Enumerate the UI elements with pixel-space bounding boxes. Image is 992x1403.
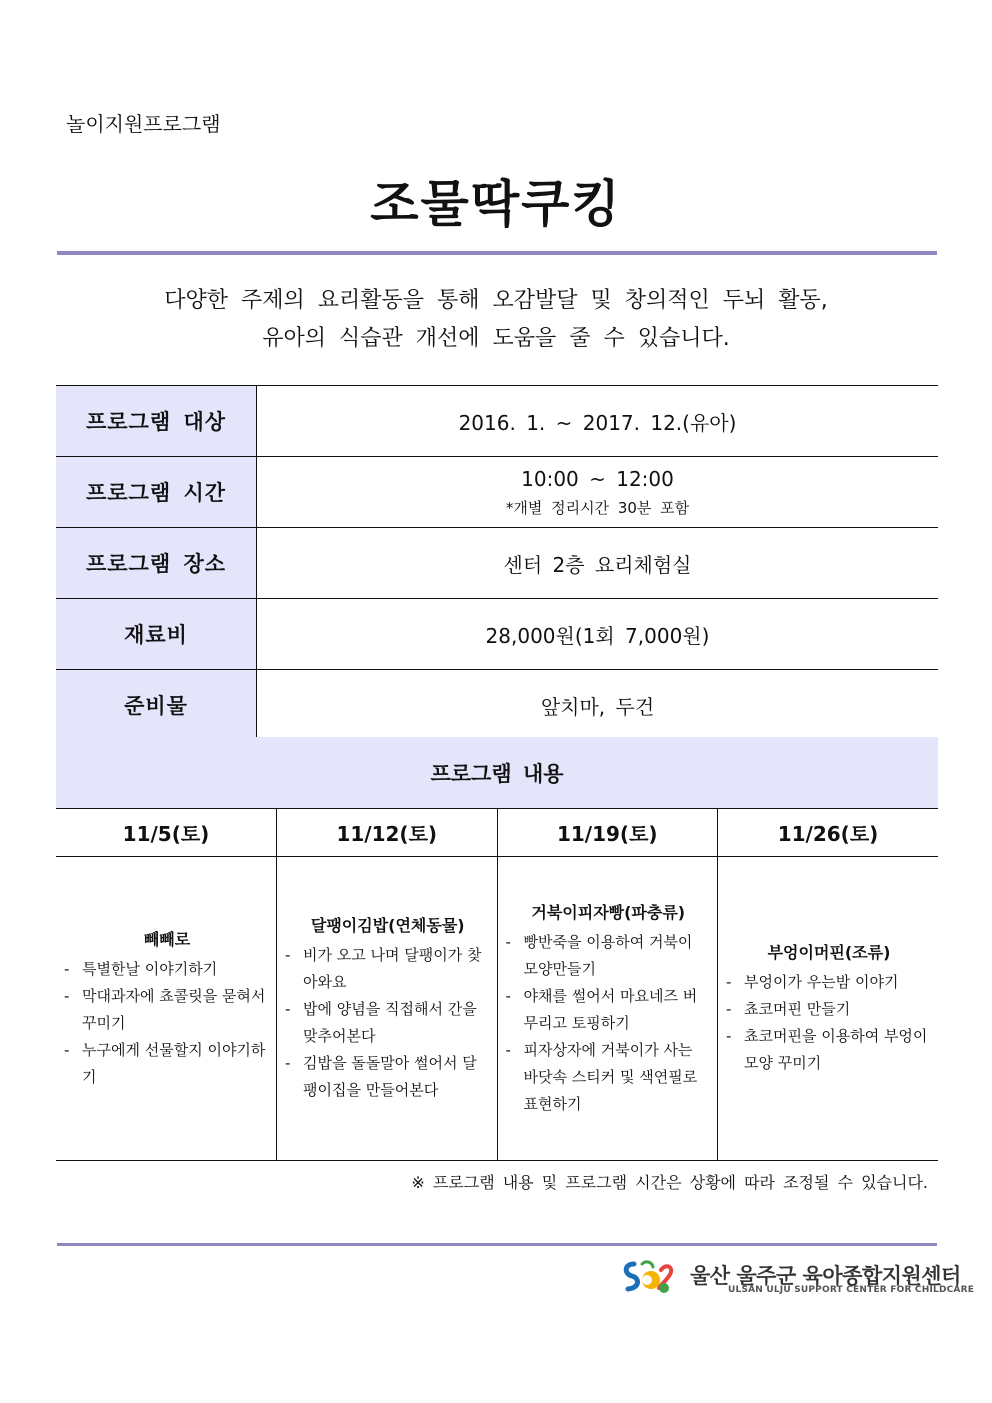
time-note: *개별 정리시간 30분 포함 <box>505 498 690 517</box>
bottom-divider <box>57 1243 937 1246</box>
fee-label: 재료비 <box>56 599 257 670</box>
session-activities <box>64 956 270 1091</box>
fee-value: 28,000원(1회 7,000원) <box>257 599 939 670</box>
place-value: 센터 2층 요리체험실 <box>257 528 939 599</box>
activity-item: - 막대과자에 쵸콜릿을 묻혀서 꾸미기 <box>64 983 270 1037</box>
schedule-table <box>56 808 938 1161</box>
target-value: 2016. 1. ~ 2017. 12.(유아) <box>257 386 939 457</box>
intro-text <box>0 282 992 358</box>
activity-item: - 부엉이가 우는밤 이야기 <box>726 969 932 996</box>
schedule-note: ※ 프로그램 내용 및 프로그램 시간은 상황에 따라 조정될 수 있습니다. <box>411 1173 928 1192</box>
activity-item: - 쵸코머핀 만들기 <box>726 996 932 1023</box>
time-label: 프로그램 시간 <box>56 457 257 528</box>
session-date: 11/5(토) <box>56 808 277 857</box>
session-cell <box>497 857 718 1161</box>
page-title: 조물딱쿠킹 <box>370 175 622 233</box>
activity-item: - 누구에게 선물할지 이야기하기 <box>64 1037 270 1091</box>
activity-item: - 피자상자에 거북이가 사는 바닷속 스티커 및 색연필로 표현하기 <box>506 1037 712 1118</box>
session-activities <box>285 942 491 1104</box>
session-activities <box>506 929 712 1118</box>
session-activities <box>726 969 932 1077</box>
top-divider <box>57 251 937 255</box>
activity-item: - 밥에 양념을 직접해서 간을 맞추어본다 <box>285 996 491 1050</box>
activity-item: - 특별한날 이야기하기 <box>64 956 270 983</box>
activity-item: - 야채를 썰어서 마요네즈 버무리고 토핑하기 <box>506 983 712 1037</box>
center-logo-icon <box>620 1258 676 1296</box>
org-name-en: ULSAN ULJU SUPPORT CENTER FOR CHILDCARE <box>728 1285 975 1295</box>
content-heading: 프로그램 내용 <box>56 737 938 809</box>
time-value: 10:00 ~ 12:00 <box>521 466 674 491</box>
session-cell <box>56 857 277 1161</box>
time-cell <box>257 457 939 528</box>
activity-item: - 쵸코머핀을 이용하여 부엉이 모양 꾸미기 <box>726 1023 932 1077</box>
session-title: 거북이피자빵(파충류) <box>531 902 686 922</box>
org-name: 울산 울주군 육아종합지원센터 <box>690 1264 961 1288</box>
info-row-fee <box>56 599 938 670</box>
schedule-activity-row <box>56 857 938 1161</box>
place-label: 프로그램 장소 <box>56 528 257 599</box>
info-row-prep <box>56 670 938 741</box>
session-title: 부엉이머핀(조류) <box>767 943 891 962</box>
session-cell <box>277 857 498 1161</box>
prep-value: 앞치마, 두건 <box>257 670 939 741</box>
activity-item: - 김밥을 돌돌말아 썰어서 달팽이집을 만들어본다 <box>285 1050 491 1104</box>
info-row-time <box>56 457 938 528</box>
intro-line-2: 유아의 식습관 개선에 도움을 줄 수 있습니다. <box>262 326 730 351</box>
activity-item: - 빵반죽을 이용하여 거북이 모양만들기 <box>506 929 712 983</box>
session-title: 달팽이김밥(연체동물) <box>310 916 465 935</box>
target-label: 프로그램 대상 <box>56 386 257 457</box>
session-title: 빼빼로 <box>143 929 191 949</box>
session-date: 11/19(토) <box>497 808 718 857</box>
program-info-table <box>56 385 938 741</box>
schedule-date-row <box>56 808 938 857</box>
session-cell <box>718 857 939 1161</box>
intro-line-1: 다양한 주제의 요리활동을 통해 오감발달 및 창의적인 두뇌 활동, <box>164 288 828 313</box>
info-row-target <box>56 386 938 457</box>
session-date: 11/12(토) <box>277 808 498 857</box>
session-date: 11/26(토) <box>718 808 939 857</box>
info-row-place <box>56 528 938 599</box>
activity-item: - 비가 오고 나며 달팽이가 찾아와요 <box>285 942 491 996</box>
prep-label: 준비물 <box>56 670 257 741</box>
footer-logo <box>620 1258 975 1298</box>
program-category: 놀이지원프로그램 <box>66 112 221 136</box>
